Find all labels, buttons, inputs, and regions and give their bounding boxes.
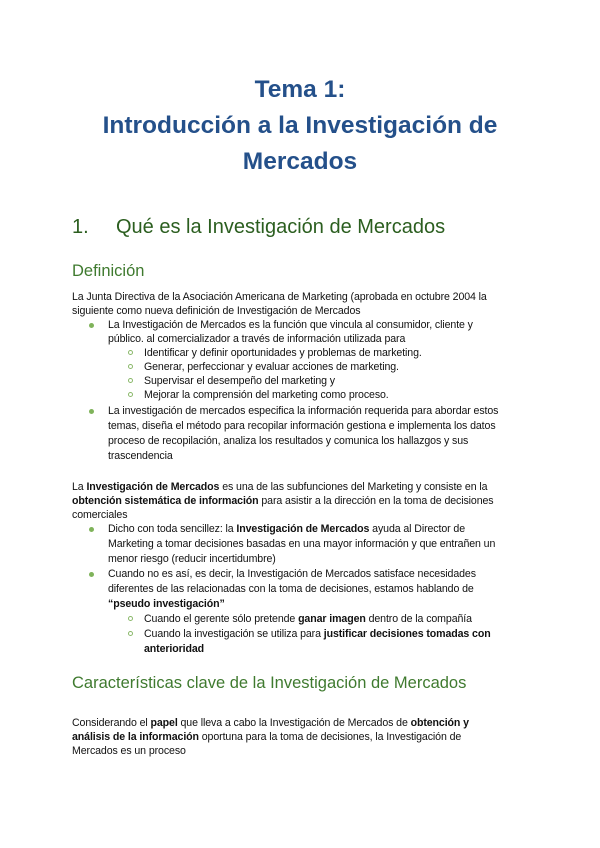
- hollow-bullet-icon: [128, 378, 133, 383]
- paragraph-line: Mercados es un proceso: [72, 745, 186, 757]
- subheading-definicion: Definición: [72, 262, 145, 280]
- sub-list-item: [72, 360, 532, 374]
- paragraph-line: siguiente como nueva definición de Investigación de Mercados: [72, 305, 361, 317]
- title-line-3: Mercados: [242, 148, 358, 175]
- list-item-line: diferentes de las relacionadas con la toma de decisiones, estamos hablando de: [108, 583, 474, 595]
- paragraph-line: obtención sistemática de información para asistir a la dirección en la toma de decisiones: [72, 495, 494, 507]
- sub-list-item-text: Identificar y definir oportunidades y problemas de marketing.: [144, 347, 422, 359]
- section-heading: [72, 216, 445, 239]
- list-item: [72, 567, 532, 612]
- caracteristicas-block: [72, 716, 532, 758]
- list-item-line: Dicho con toda sencillez: la Investigación de Mercados ayuda al Director de: [108, 523, 465, 535]
- list-item-line: La investigación de mercados especifica la información requerida para abordar estos: [108, 405, 499, 417]
- list-item: [72, 404, 532, 464]
- sub-list-item-text: anterioridad: [144, 643, 205, 655]
- bullet-icon: [89, 323, 94, 328]
- sub-list-item: [72, 627, 532, 657]
- list-item: [72, 522, 532, 567]
- paragraph-line: análisis de la información oportuna para la toma de decisiones, la Investigación de: [72, 731, 462, 743]
- list-item: [72, 318, 532, 346]
- list-item-line: público. al comercializador a través de información utilizada para: [108, 333, 406, 345]
- investigacion-block: [72, 480, 532, 657]
- sub-list-item-text: Generar, perfeccionar y evaluar acciones de marketing.: [144, 361, 399, 373]
- title-line-1: Tema 1:: [254, 76, 346, 103]
- list-item-line: “pseudo investigación”: [108, 598, 225, 610]
- bullet-list: [72, 318, 532, 464]
- paragraph-line: Considerando el papel que lleva a cabo la Investigación de Mercados de obtención y: [72, 717, 469, 729]
- list-item-line: trascendencia: [108, 450, 173, 462]
- bullet-icon: [89, 572, 94, 577]
- hollow-bullet-icon: [128, 350, 133, 355]
- hollow-bullet-icon: [128, 392, 133, 397]
- sub-list-item-text: Cuando la investigación se utiliza para justificar decisiones tomadas con: [144, 628, 491, 640]
- bullet-list: [72, 522, 532, 657]
- sub-list-item: [72, 374, 532, 388]
- bullet-icon: [89, 527, 94, 532]
- sub-list-item: [72, 612, 532, 627]
- paragraph-line: La Investigación de Mercados es una de las subfunciones del Marketing y consiste en la: [72, 481, 488, 493]
- title-line-2: Introducción a la Investigación de: [102, 112, 498, 139]
- list-item-line: proceso de recopilación, analiza los resultados y comunica los hallazgos y sus: [108, 435, 469, 447]
- list-item-line: Cuando no es así, es decir, la Investigación de Mercados satisface necesidades: [108, 568, 476, 580]
- paragraph-line: La Junta Directiva de la Asociación Americana de Marketing (aprobada en octubre 2004 la: [72, 291, 487, 303]
- hollow-bullet-icon: [128, 616, 133, 621]
- paragraph-line: comerciales: [72, 509, 128, 521]
- document-title: [0, 72, 600, 180]
- hollow-bullet-icon: [128, 631, 133, 636]
- section-title: Qué es la Investigación de Mercados: [116, 216, 446, 238]
- sub-list-item: [72, 388, 532, 402]
- list-item-line: menor riesgo (reducir incertidumbre): [108, 553, 276, 565]
- sub-list-item-text: Mejorar la comprensión del marketing como proceso.: [144, 389, 389, 401]
- list-item-line: La Investigación de Mercados es la función que vincula al consumidor, cliente y: [108, 319, 473, 331]
- subheading-caracteristicas: Características clave de la Investigación de Mercados: [72, 674, 467, 692]
- list-item-line: temas, diseña el método para recopilar información gestiona e implementa los datos: [108, 420, 496, 432]
- sub-list-item: [72, 346, 532, 360]
- section-number: 1.: [72, 216, 89, 238]
- bullet-icon: [89, 409, 94, 414]
- hollow-bullet-icon: [128, 364, 133, 369]
- definicion-block: [72, 290, 532, 464]
- sub-list-item-text: Cuando el gerente sólo pretende ganar imagen dentro de la compañía: [144, 613, 472, 625]
- sub-list-item-text: Supervisar el desempeño del marketing y: [144, 375, 336, 387]
- list-item-line: Marketing a tomar decisiones basadas en una mayor información y que entrañen un: [108, 538, 496, 550]
